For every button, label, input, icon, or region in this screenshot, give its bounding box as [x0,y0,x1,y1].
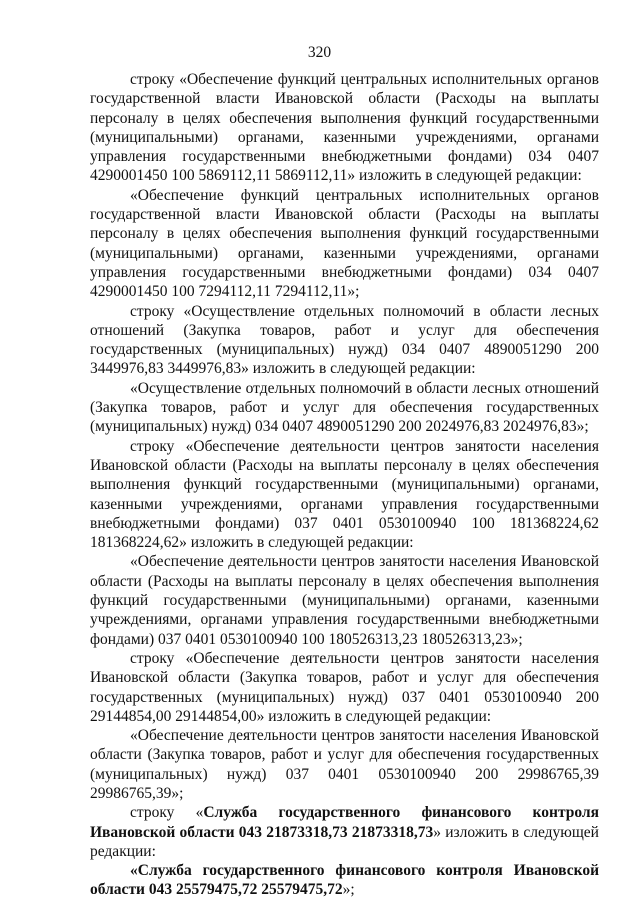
paragraph-5: строку «Обеспечение деятельности центров занятости населения Ивановской области (Расходы на выплаты персоналу в целях обеспечения выполнения функций государственными (муниципальными) органами, казенными учреждениями, органами управления государственными внебюджетными фондами) 037 0401 0530100940 100 181368224,62 181368224,62» изложить в следующей редакции: [90,437,599,552]
paragraph-10-bold-text: «Служба государственного финансового контроля Ивановской области 043 25579475,72 25579475,72 [90,862,599,899]
paragraph-7: строку «Обеспечение деятельности центров занятости населения Ивановской области (Закупка товаров, работ и услуг для обеспечения государственных (муниципальных) нужд) 037 0401 0530100940 200 29144854,00 29144854,00» изложить в следующей редакции: [90,649,599,725]
paragraph-1: строку «Обеспечение функций центральных исполнительных органов государственной власти Ивановской области (Расходы на выплаты персоналу в целях обеспечения выполнения функций государственными (муниципальными) органами, казенными учреждениями, органами управления государственными внебюджетными фондами) 034 0407 4290001450 100 5869112,11 5869112,11» изложить в следующей редакции: [90,71,599,185]
paragraph-9 [90,803,599,861]
page-number: 320 [307,44,332,61]
paragraph-9-prefix: строку « [130,804,204,822]
paragraph-2: «Обеспечение функций центральных исполнительных органов государственной власти Ивановской области (Расходы на выплаты персоналу в целях обеспечения выполнения функций государственными (муниципальными) органами, казенными учреждениями, органами управления государственными внебюджетными фондами) 034 0407 4290001450 100 7294112,11 7294112,11»; [90,186,599,301]
paragraph-9-suffix: » изложить в следующей редакции: [90,823,599,860]
paragraph-10 [90,861,599,900]
paragraph-8: «Обеспечение деятельности центров занятости населения Ивановской области (Закупка товаров, работ и услуг для обеспечения государственных (муниципальных) нужд) 037 0401 0530100940 200 29986765,39 29986765,39»; [90,727,599,802]
paragraph-3: строку «Осуществление отдельных полномочий в области лесных отношений (Закупка товаров, работ и услуг для обеспечения государственных (муниципальных) нужд) 034 0407 4890051290 200 3449976,83 3449976,83» изложить в следующей редакции: [90,302,599,378]
paragraph-4: «Осуществление отдельных полномочий в области лесных отношений (Закупка товаров, работ и услуг для обеспечения государственных (муниципальных) нужд) 034 0407 4890051290 200 2024976,83 2024976,83»; [90,379,599,436]
paragraph-6: «Обеспечение деятельности центров занятости населения Ивановской области (Расходы на выплаты персоналу в целях обеспечения выполнения функций государственными (муниципальными) органами, казенными учреждениями, органами управления государственными внебюджетными фондами) 037 0401 0530100940 100 180526313,23 180526313,23»; [90,553,599,648]
paragraph-9-bold-text: Служба государственного финансового контроля Ивановской области 043 21873318,73 21873318,73 [90,804,599,841]
paragraph-10-suffix: »; [342,881,355,899]
document-body [90,70,599,900]
